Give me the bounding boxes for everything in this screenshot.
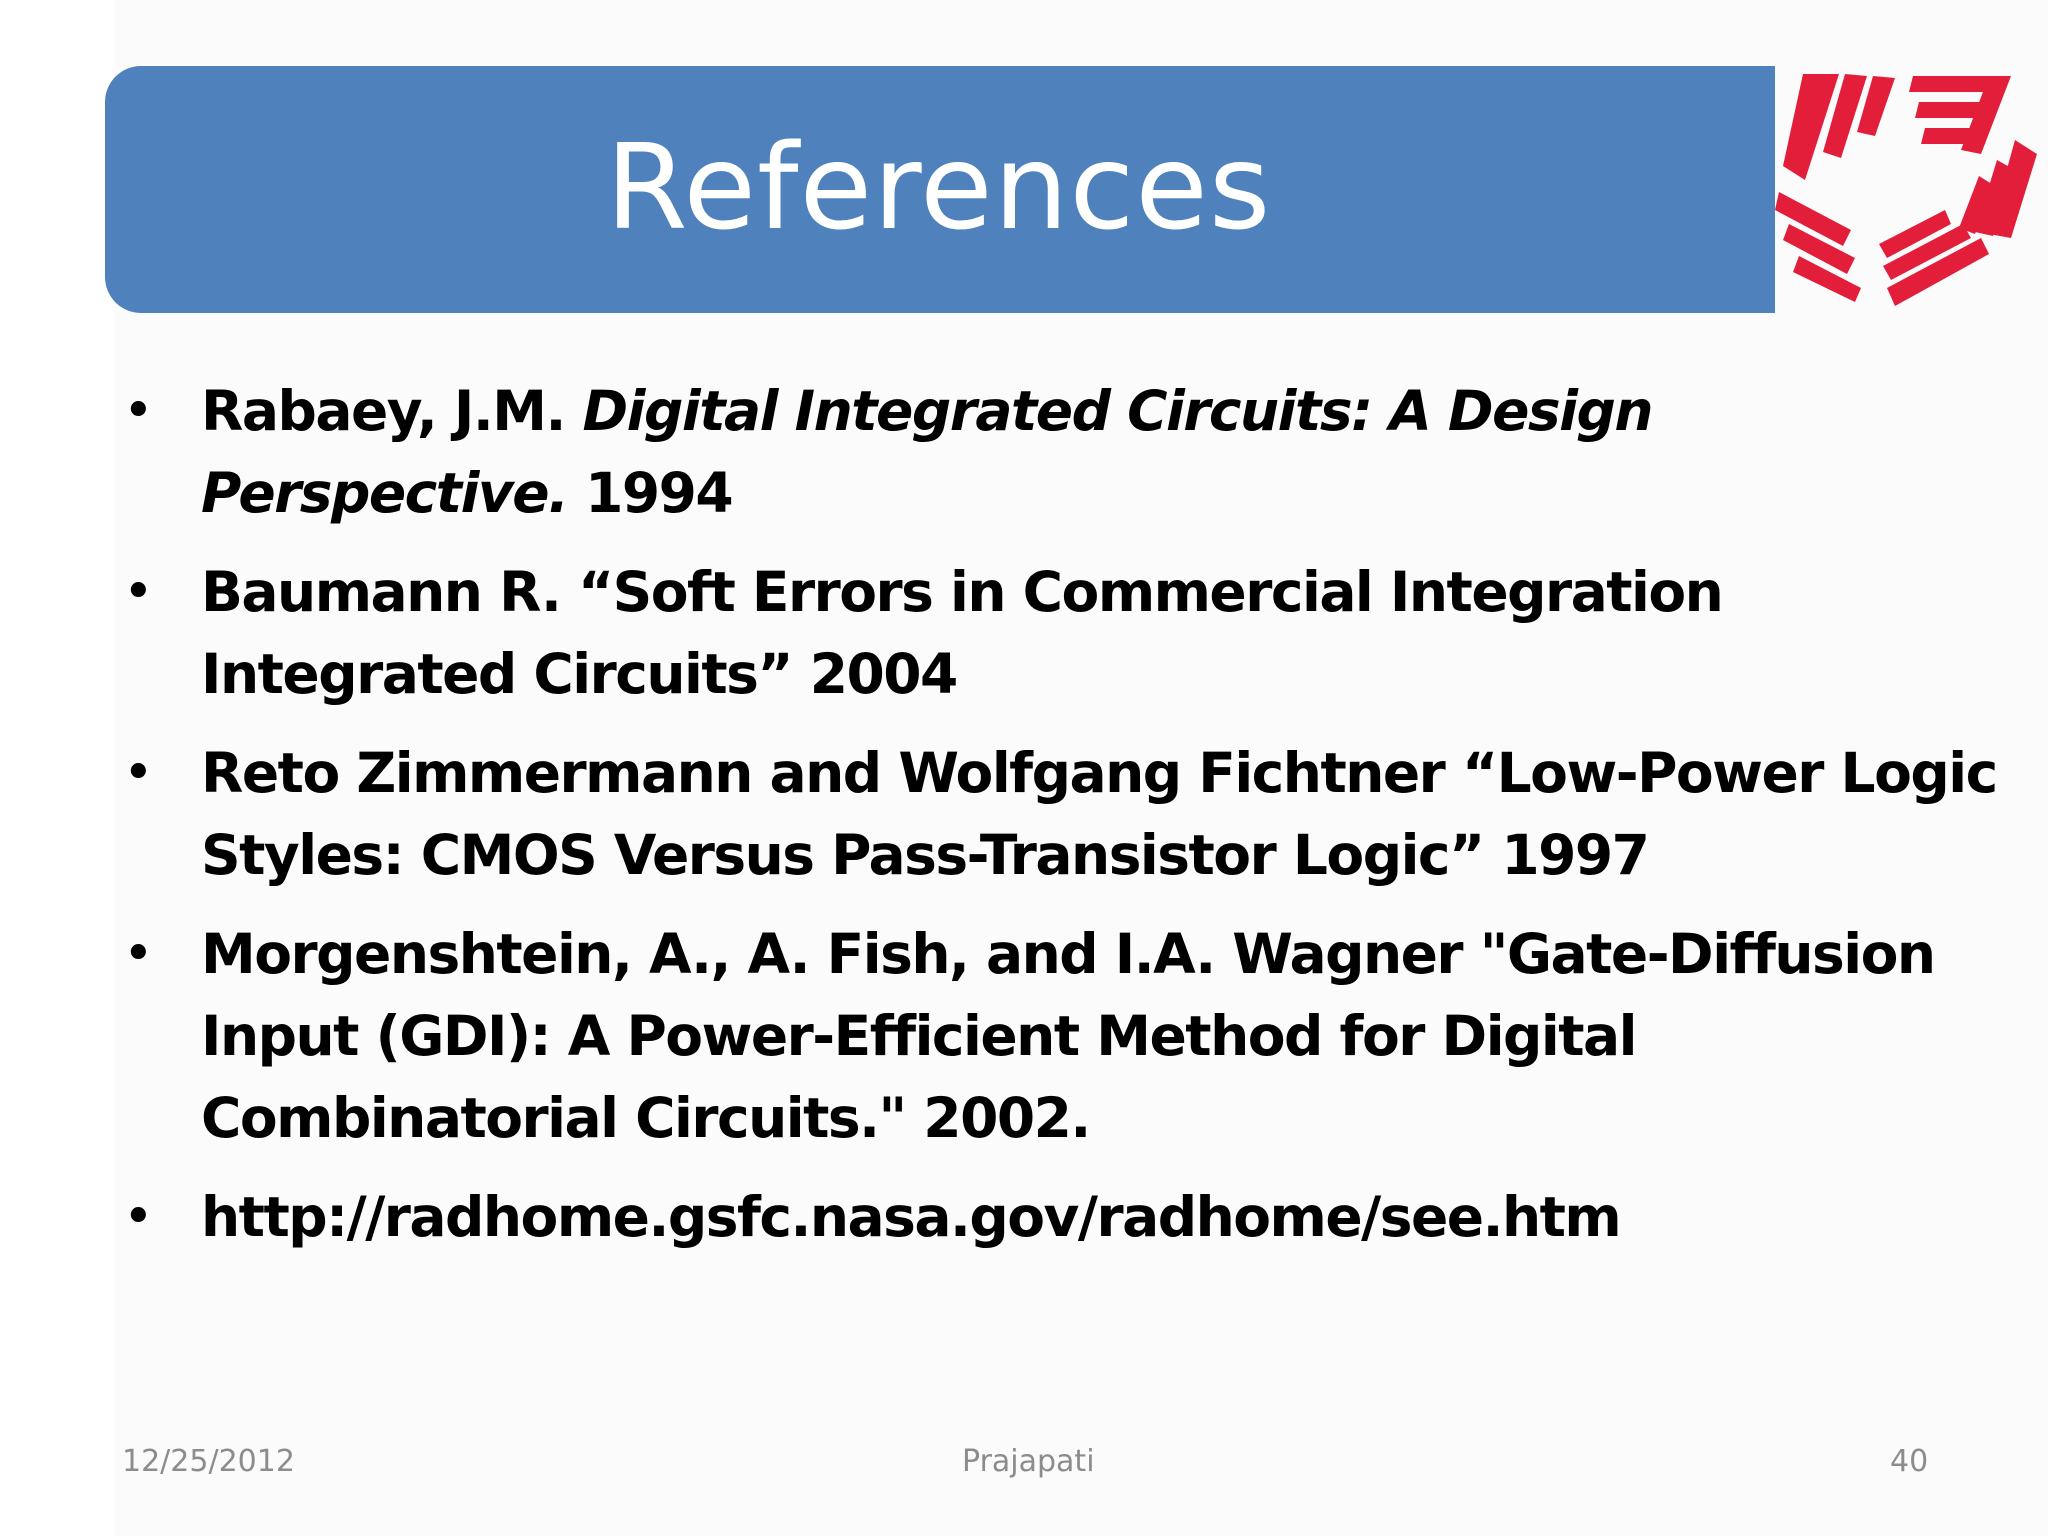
reference-text: Morgenshtein, A., A. Fish, and I.A. Wagner "Gate-Diffusion Input (GDI): A Power-Efficient Method for Digital Combinatorial Circuits." 2002. bbox=[201, 922, 1935, 1150]
bullet-icon: • bbox=[123, 562, 153, 622]
reference-title: Digital Integrated Circuits: A Design Perspective. bbox=[201, 379, 1652, 525]
reference-text: Baumann R. “Soft Errors in Commercial Integration Integrated Circuits” 2004 bbox=[201, 560, 1723, 706]
footer-page-number: 40 bbox=[1890, 1444, 1929, 1479]
slide-title: References bbox=[605, 117, 1272, 256]
reference-item bbox=[115, 551, 2015, 715]
reference-author: Rabaey, J.M. bbox=[201, 379, 583, 443]
title-bar bbox=[105, 66, 1775, 313]
footer-author: Prajapati bbox=[962, 1444, 1095, 1479]
reference-item bbox=[115, 1176, 2015, 1258]
reference-item bbox=[115, 732, 2015, 896]
bullet-icon: • bbox=[123, 924, 153, 984]
reference-link[interactable]: http://radhome.gsfc.nasa.gov/radhome/see.htm bbox=[201, 1185, 1621, 1249]
reference-item bbox=[115, 913, 2015, 1159]
reference-tail: 1994 bbox=[567, 461, 733, 525]
footer-date: 12/25/2012 bbox=[122, 1444, 295, 1479]
references-list bbox=[115, 370, 2015, 1275]
reference-text: Reto Zimmermann and Wolfgang Fichtner “Low-Power Logic Styles: CMOS Versus Pass-Transistor Logic” 1997 bbox=[201, 741, 1997, 887]
bullet-icon: • bbox=[123, 381, 153, 441]
reference-item bbox=[115, 370, 2015, 534]
logo-icon bbox=[1775, 62, 2048, 324]
bullet-icon: • bbox=[123, 743, 153, 803]
bullet-icon: • bbox=[123, 1187, 153, 1247]
